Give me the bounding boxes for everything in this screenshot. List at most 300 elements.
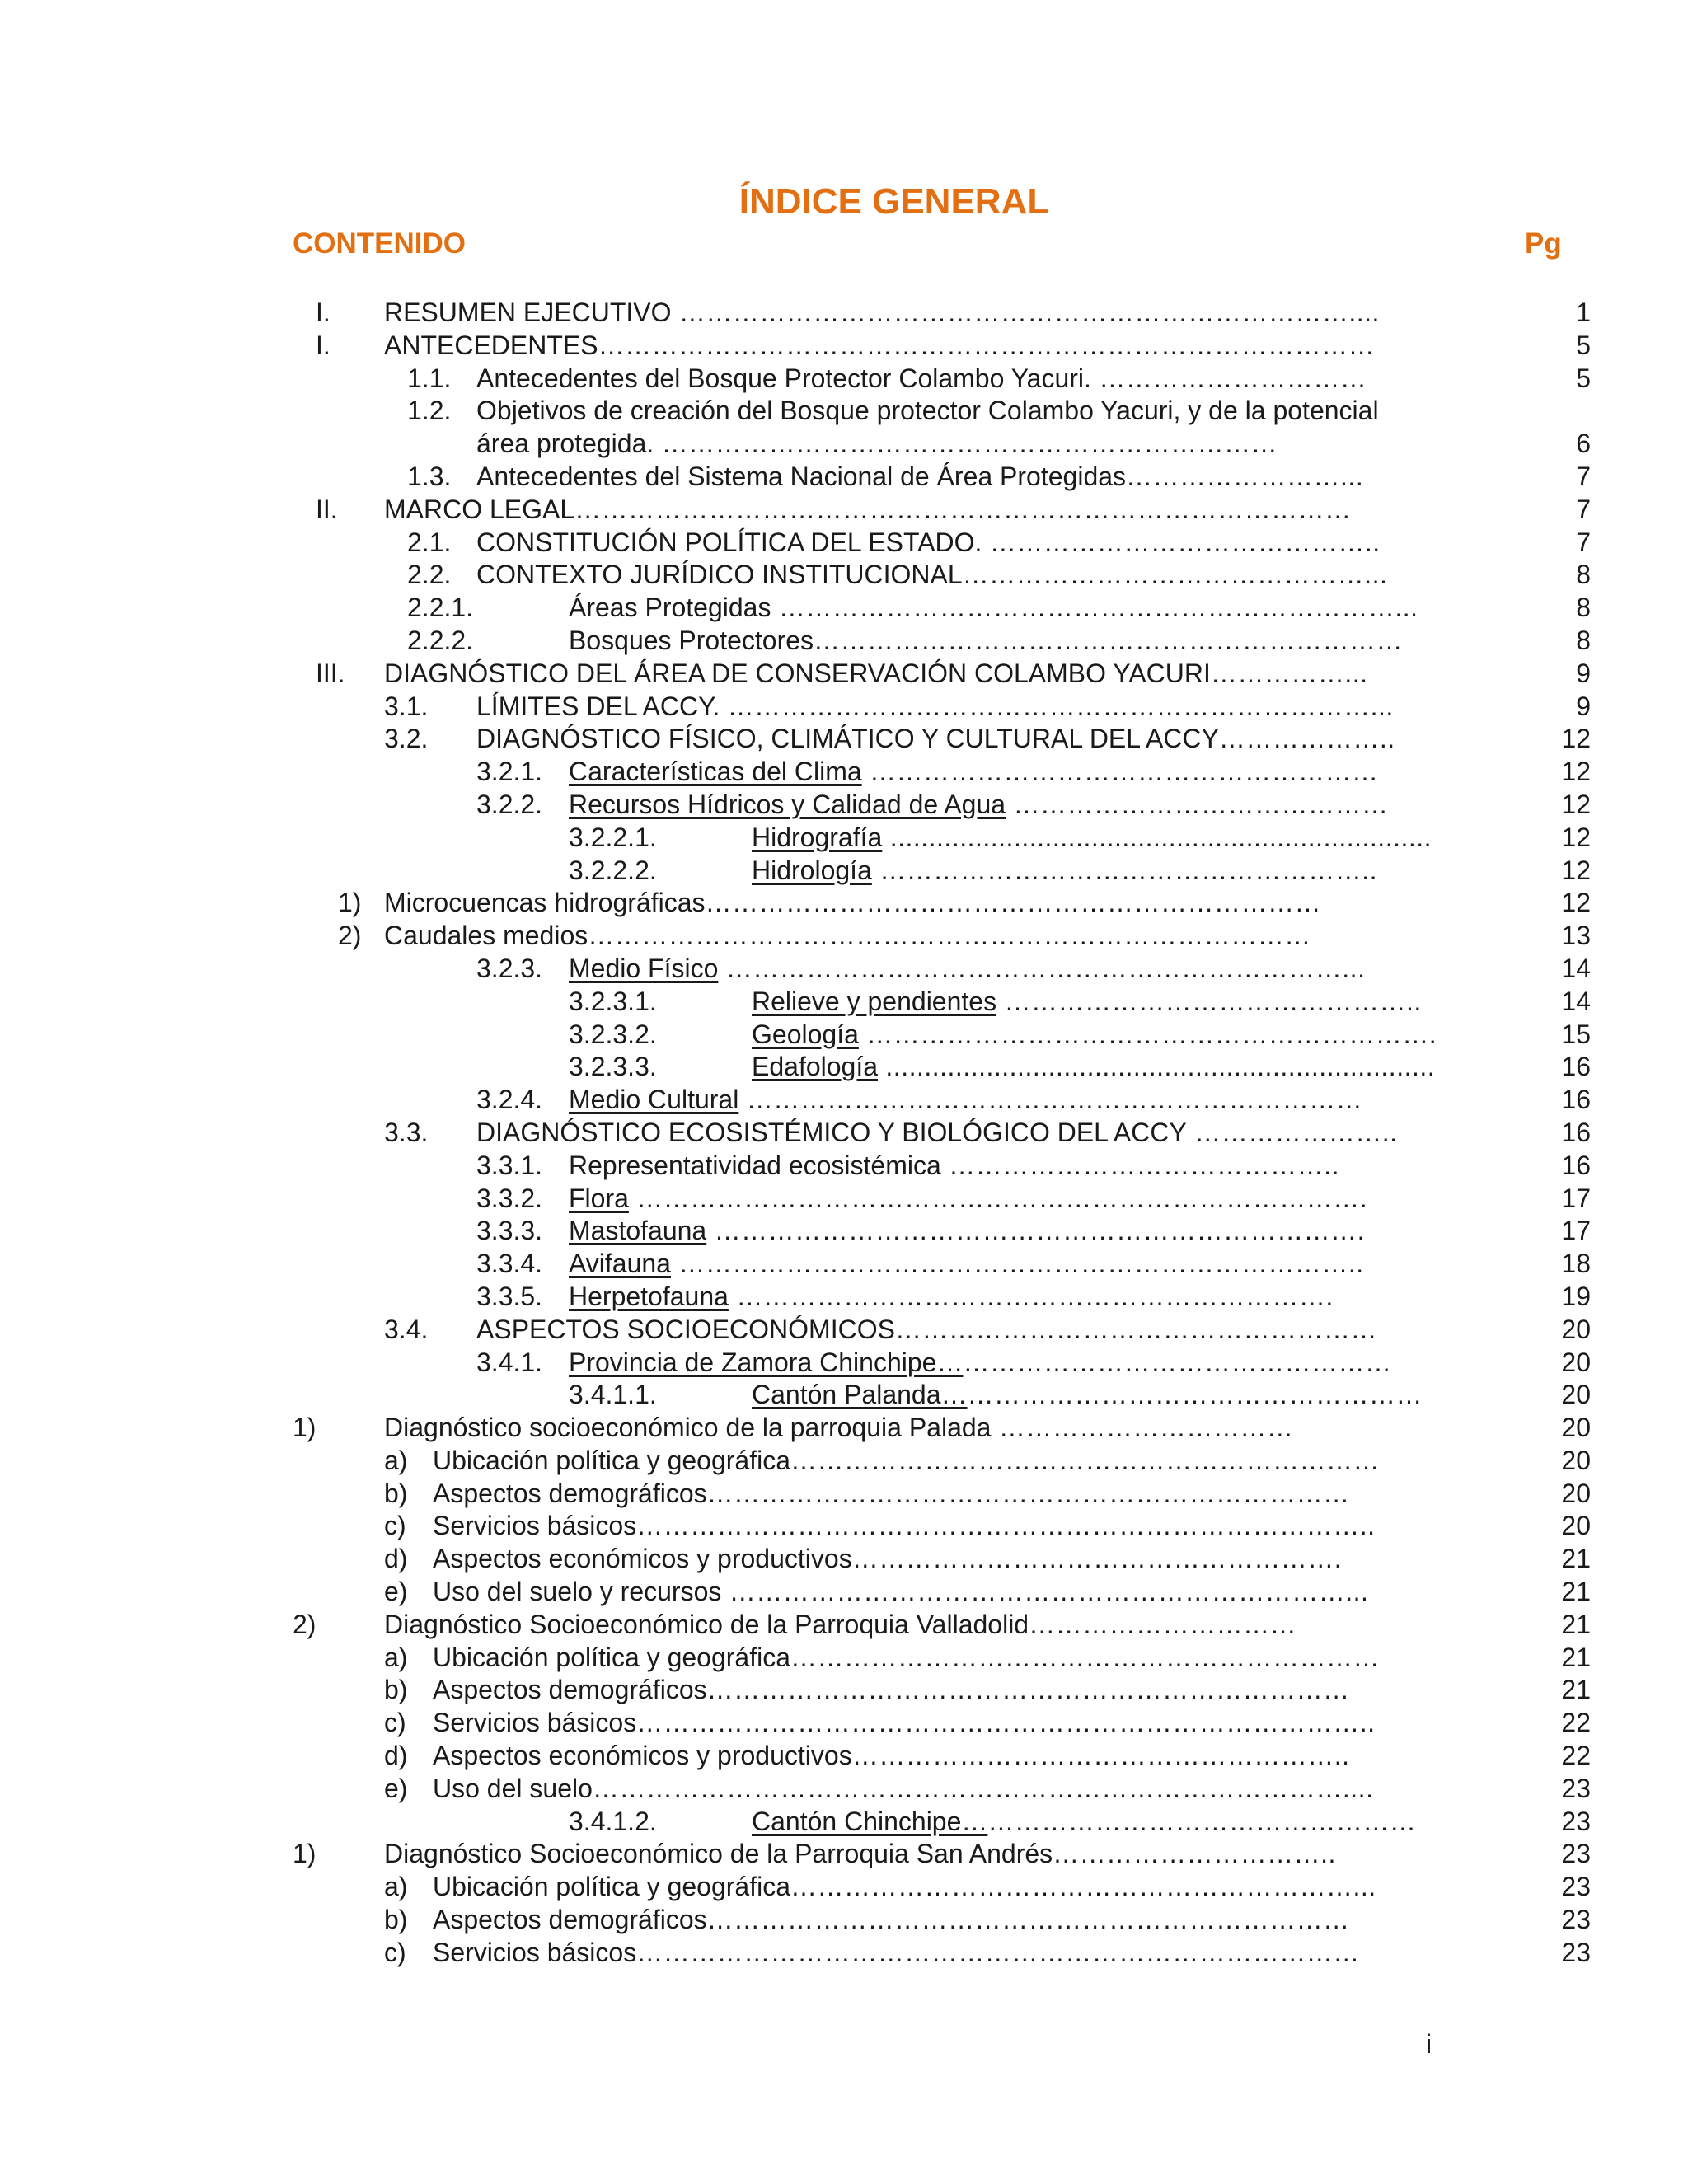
toc-dot-leader: ………………………………………………………………... [720, 691, 1394, 721]
toc-dot-leader: ……………………………………………………………………… [588, 921, 1311, 951]
toc-entry-number: 3.2.3.3. [569, 1052, 657, 1082]
toc-entry[interactable] [0, 1937, 1688, 1970]
toc-entry-number: 3.4.1.1. [569, 1380, 657, 1410]
toc-entry-title [433, 1904, 1350, 1937]
toc-entry-label[interactable]: Geología [752, 1019, 859, 1049]
toc-entry-number: b) [384, 1905, 408, 1935]
toc-entry-label[interactable]: DIAGNÓSTICO FÍSICO, CLIMÁTICO Y CULTURAL DEL ACCY [476, 724, 1219, 754]
toc-entry-label[interactable]: Hidrografía [752, 822, 883, 852]
toc-entry[interactable] [0, 625, 1688, 658]
toc-dot-leader: …………………………………………………………… [705, 888, 1321, 918]
toc-entry-label[interactable]: Edafología [752, 1052, 879, 1082]
toc-dot-leader: …………………………………….. [940, 1150, 1339, 1180]
toc-entry[interactable] [0, 1150, 1688, 1183]
toc-entry-page: 5 [1576, 330, 1591, 360]
toc-entry-title [433, 1707, 1375, 1740]
toc-entry-number: 3.1. [384, 691, 429, 721]
toc-entry-number: a) [384, 1642, 408, 1672]
toc-dot-leader: ………………………………………………………... [790, 1872, 1376, 1902]
toc-entry-label[interactable]: ASPECTOS SOCIOECONÓMICOS [476, 1314, 895, 1344]
toc-entry-page: 8 [1576, 560, 1591, 590]
toc-entry-title [476, 1314, 1377, 1347]
toc-entry-label[interactable]: Uso del suelo [433, 1773, 593, 1803]
toc-entry-page: 21 [1561, 1544, 1591, 1574]
toc-entry[interactable] [0, 494, 1688, 527]
toc-entry-number: 3.2.4. [476, 1085, 543, 1115]
toc-entry-title [384, 494, 1352, 527]
toc-entry-page: 16 [1561, 1052, 1591, 1082]
toc-entry[interactable] [0, 855, 1688, 888]
toc-dot-leader: ………………………… [1090, 363, 1367, 393]
toc-entry-number: 3.2.2.1. [569, 822, 657, 852]
toc-entry[interactable] [0, 1576, 1688, 1609]
toc-entry[interactable] [0, 1347, 1688, 1380]
contents-header: CONTENIDO [293, 227, 466, 260]
toc-entry[interactable] [0, 592, 1688, 625]
toc-entry-page: 12 [1561, 757, 1591, 787]
toc-entry-label[interactable]: Ubicación política y geográfica [433, 1445, 791, 1475]
toc-dot-leader: ………………………………………………………… [790, 1642, 1381, 1672]
toc-entry-label[interactable]: Diagnóstico Socioeconómico de la Parroquia Valladolid [384, 1609, 1029, 1639]
toc-entry-label[interactable]: CONTEXTO JURÍDICO INSTITUCIONAL [476, 560, 963, 590]
toc-entry-page: 23 [1561, 1905, 1591, 1935]
toc-dot-leader: …………………………………… [1006, 789, 1389, 819]
toc-entry-label[interactable]: Microcuencas hidrográficas [384, 888, 706, 918]
toc-entry-page: 16 [1561, 1150, 1591, 1180]
toc-entry-page: 23 [1561, 1839, 1591, 1869]
toc-entry-label[interactable]: Hidrología [752, 855, 872, 885]
toc-entry[interactable] [0, 789, 1688, 822]
toc-dot-leader: …………………………………………… [967, 1380, 1423, 1410]
toc-entry-number: 3.3. [384, 1117, 429, 1147]
toc-dot-leader: ……………………………………………………………………… [636, 1937, 1360, 1967]
toc-entry[interactable] [0, 330, 1688, 363]
toc-entry[interactable] [0, 1379, 1688, 1412]
toc-entry-label[interactable]: Áreas Protegidas [569, 593, 771, 623]
toc-entry-number: 2) [293, 1609, 316, 1639]
toc-entry[interactable] [0, 822, 1688, 855]
toc-entry[interactable] [0, 920, 1688, 953]
toc-entry-label[interactable]: Bosques Protectores [569, 625, 814, 655]
toc-entry-title [569, 1150, 1339, 1183]
toc-entry[interactable] [0, 1117, 1688, 1150]
toc-entry-title [384, 1609, 1296, 1642]
toc-dot-leader: ………………………………………………………………………….... [592, 1773, 1374, 1803]
toc-entry-title [752, 1379, 1423, 1412]
toc-entry[interactable] [0, 527, 1688, 560]
toc-entry-number: 1) [338, 888, 362, 918]
toc-entry[interactable] [0, 1543, 1688, 1576]
toc-entry-number: 3.3.4. [476, 1249, 543, 1279]
toc-entry[interactable] [0, 1806, 1688, 1839]
toc-entry-label[interactable]: Cantón Chinchipe… [752, 1806, 988, 1836]
toc-entry-title [569, 592, 1418, 625]
toc-dot-leader: ……………………………………………….. [851, 1741, 1350, 1771]
toc-entry-number: 1.1. [407, 363, 452, 393]
toc-entry[interactable] [0, 1838, 1688, 1871]
toc-entry-title [752, 1806, 1416, 1839]
toc-dot-leader: …………………………………….. [982, 527, 1381, 557]
toc-entry-page: 13 [1561, 921, 1591, 951]
toc-entry[interactable] [0, 559, 1688, 592]
toc-entry-label[interactable]: Antecedentes del Bosque Protector Colambo Yacuri. [476, 363, 1091, 393]
toc-entry-number: 3.2.2. [476, 789, 543, 819]
toc-dot-leader: ………………………………………………………………….... [671, 298, 1380, 327]
toc-entry-title [433, 1576, 1368, 1609]
toc-entry-number: 3.4. [384, 1314, 429, 1344]
toc-entry-title [569, 1215, 1365, 1248]
toc-entry-title [752, 1051, 1435, 1084]
toc-entry[interactable] [0, 1412, 1688, 1445]
toc-entry-label[interactable]: Medio Físico [569, 953, 719, 983]
toc-entry-title [433, 1478, 1350, 1511]
toc-entry[interactable] [0, 1740, 1688, 1773]
toc-entry-number: d) [384, 1741, 408, 1771]
toc-dot-leader: ………………………………………………………. [858, 1019, 1437, 1049]
toc-entry-title [569, 953, 1365, 986]
toc-entry-title [433, 1740, 1349, 1773]
toc-entry-page: 20 [1561, 1314, 1591, 1344]
toc-entry-label[interactable]: área protegida. [476, 429, 654, 459]
toc-entry[interactable] [0, 1478, 1688, 1511]
toc-entry[interactable] [0, 986, 1688, 1019]
toc-entry-page: 5 [1576, 363, 1591, 393]
toc-entry[interactable] [0, 1183, 1688, 1216]
toc-entry[interactable] [0, 395, 1688, 428]
toc-entry-label[interactable]: Ubicación política y geográfica [433, 1642, 791, 1672]
toc-entry-number: c) [384, 1511, 406, 1541]
toc-dot-leader: ………………………………………………… [861, 757, 1379, 787]
toc-entry-page: 20 [1561, 1413, 1591, 1443]
toc-dot-leader: ……………….. [1218, 724, 1395, 754]
toc-entry-title [384, 1838, 1336, 1871]
toc-dot-leader: ………………….. [1186, 1117, 1398, 1147]
toc-entry-title [569, 1183, 1367, 1216]
toc-entry[interactable] [0, 1215, 1688, 1248]
toc-entry-title [384, 1412, 1293, 1445]
toc-entry-label[interactable]: Diagnóstico Socioeconómico de la Parroquia San Andrés [384, 1839, 1053, 1869]
toc-entry[interactable] [0, 1871, 1688, 1904]
toc-entry-label[interactable]: Medio Cultural [569, 1085, 739, 1115]
toc-entry[interactable] [0, 1051, 1688, 1084]
toc-entry-label[interactable]: Aspectos económicos y productivos [433, 1741, 852, 1771]
toc-dot-leader: …………………………………………………………… [654, 429, 1278, 459]
toc-dot-leader: ……………………………………………………………... [718, 953, 1366, 983]
toc-dot-leader: ………………………………………………………… [814, 625, 1404, 655]
toc-entry-label[interactable]: CONSTITUCIÓN POLÍTICA DEL ESTADO. [476, 527, 982, 557]
toc-entry[interactable] [0, 1510, 1688, 1543]
toc-entry-page: 22 [1561, 1708, 1591, 1738]
toc-entry-label[interactable]: Relieve y pendientes [752, 986, 997, 1016]
toc-entry-title [752, 986, 1422, 1019]
toc-entry-label[interactable]: Representatividad ecosistémica [569, 1150, 941, 1180]
toc-dot-leader: ……………………………………….. [996, 986, 1422, 1016]
toc-entry-number: 2.2. [407, 560, 452, 590]
toc-entry-page: 23 [1561, 1937, 1591, 1967]
toc-dot-leader: ………………………………………………………………. [706, 1216, 1365, 1246]
toc-entry-label[interactable]: Mastofauna [569, 1216, 707, 1246]
toc-entry-label[interactable]: Características del Clima [569, 757, 862, 787]
toc-entry-number: 3.2.3. [476, 953, 543, 983]
toc-entry-number: 1.2. [407, 396, 452, 426]
toc-entry-page: 7 [1576, 461, 1591, 491]
page-column-header: Pg [1525, 227, 1562, 260]
toc-entry-title [569, 1084, 1362, 1117]
toc-entry-label[interactable]: Objetivos de creación del Bosque protector Colambo Yacuri, y de la potencial [476, 396, 1379, 426]
toc-entry-title [384, 887, 1321, 920]
toc-entry-page: 7 [1576, 494, 1591, 524]
toc-entry-title [752, 855, 1377, 888]
toc-entry[interactable] [0, 1445, 1688, 1478]
toc-entry[interactable] [0, 1019, 1688, 1052]
toc-entry-number: 1.3. [407, 461, 452, 491]
toc-dot-leader: …………………………………………………………… [738, 1085, 1363, 1115]
toc-entry-number: 3.3.5. [476, 1281, 543, 1311]
toc-entry-page: 17 [1561, 1216, 1591, 1246]
toc-dot-leader: ……………………………………………………………………….. [636, 1708, 1376, 1738]
toc-dot-leader: ……………………………………………………………… [706, 1905, 1350, 1935]
toc-entry-number: 3.3.2. [476, 1183, 543, 1213]
toc-entry-page: 21 [1561, 1642, 1591, 1672]
toc-entry-number: 2.2.1. [407, 593, 474, 623]
toc-entry-title [384, 920, 1311, 953]
toc-entry-page: 20 [1561, 1380, 1591, 1410]
toc-entry-number: 1) [293, 1413, 316, 1443]
toc-entry-title [433, 1445, 1380, 1478]
toc-entry-page: 16 [1561, 1085, 1591, 1115]
toc-entry[interactable] [0, 887, 1688, 920]
toc-entry-page: 20 [1561, 1347, 1591, 1377]
footer-page-number: i [1426, 2029, 1432, 2059]
toc-entry-number: 1) [293, 1839, 316, 1869]
toc-entry-label[interactable]: Uso del suelo y recursos [433, 1577, 722, 1607]
toc-entry[interactable] [0, 1904, 1688, 1937]
toc-entry-label[interactable]: Flora [569, 1183, 629, 1213]
index-title: ÍNDICE GENERAL [738, 181, 1050, 222]
toc-entry-label[interactable]: RESUMEN EJECUTIVO [384, 298, 672, 327]
toc-entry-title [752, 822, 1432, 855]
toc-entry-label[interactable]: Ubicación política y geográfica [433, 1872, 791, 1902]
toc-entry-number: b) [384, 1478, 408, 1508]
toc-dot-leader: ....................................................................... [878, 1052, 1436, 1082]
toc-entry-title [476, 1117, 1397, 1150]
toc-entry-title [476, 395, 1379, 428]
toc-entry-label[interactable]: Servicios básicos [433, 1708, 637, 1738]
toc-dot-leader: ……………………………………………………………………….. [636, 1511, 1376, 1541]
toc-entry-page: 23 [1561, 1806, 1591, 1836]
toc-entry-page: 19 [1561, 1281, 1591, 1311]
toc-entry-number: 3.2.3.2. [569, 1019, 657, 1049]
toc-entry-title [433, 1773, 1373, 1806]
toc-entry-page: 9 [1576, 691, 1591, 721]
toc-entry-number: II. [316, 494, 338, 524]
toc-entry-title [476, 428, 1278, 461]
toc-dot-leader: …………………………………………………………………………… [598, 330, 1376, 360]
toc-dot-leader: ……………………………………………………………… [706, 1478, 1350, 1508]
toc-entry-label[interactable]: Cantón Palanda… [752, 1380, 968, 1410]
toc-entry[interactable] [0, 723, 1688, 756]
toc-entry-label[interactable]: Servicios básicos [433, 1937, 637, 1967]
toc-dot-leader: ………………………………………… [963, 1347, 1392, 1377]
toc-entry-label[interactable]: Antecedentes del Sistema Nacional de Área Protegidas [476, 461, 1127, 491]
toc-dot-leader: ……………………………………………………………... [771, 593, 1418, 623]
toc-dot-leader: ………………………………………………………………….. [670, 1249, 1364, 1279]
toc-entry-number: e) [384, 1773, 408, 1803]
toc-entry-page: 20 [1561, 1511, 1591, 1541]
toc-entry-number: a) [384, 1445, 408, 1475]
toc-entry-title [433, 1937, 1360, 1970]
toc-entry-page: 16 [1561, 1117, 1591, 1147]
toc-entry-label[interactable]: LÍMITES DEL ACCY. [476, 691, 720, 721]
toc-entry-number: c) [384, 1708, 406, 1738]
toc-entry-page: 20 [1561, 1478, 1591, 1508]
toc-entry-page: 23 [1561, 1773, 1591, 1803]
toc-dot-leader: ………………………… [1029, 1609, 1297, 1639]
toc-entry-title [384, 297, 1380, 330]
toc-entry[interactable] [0, 461, 1688, 494]
toc-entry-label[interactable]: Provincia de Zamora Chinchipe… [569, 1347, 964, 1377]
toc-entry-number: b) [384, 1675, 408, 1705]
toc-entry-label[interactable]: Servicios básicos [433, 1511, 637, 1541]
toc-entry-title [569, 1281, 1334, 1314]
toc-entry-title [476, 723, 1395, 756]
toc-dot-leader: ………………………………………... [962, 560, 1388, 590]
toc-entry[interactable] [0, 1609, 1688, 1642]
table-of-contents [0, 297, 1688, 1970]
toc-entry-title [476, 461, 1363, 494]
toc-entry-label[interactable]: Aspectos económicos y productivos [433, 1544, 852, 1574]
toc-entry[interactable] [0, 428, 1688, 461]
toc-dot-leader: ………………………………………… [987, 1806, 1417, 1836]
toc-entry-label[interactable]: Diagnóstico socioeconómico de la parroquia Palada [384, 1413, 992, 1443]
toc-entry[interactable] [0, 1314, 1688, 1347]
toc-entry-page: 7 [1576, 527, 1591, 557]
toc-entry-page: 15 [1561, 1019, 1591, 1049]
toc-entry[interactable] [0, 1707, 1688, 1740]
toc-entry[interactable] [0, 1642, 1688, 1675]
toc-entry-page: 14 [1561, 953, 1591, 983]
toc-entry-title [384, 658, 1368, 691]
toc-entry-page: 12 [1561, 822, 1591, 852]
toc-entry-number: 3.3.3. [476, 1216, 543, 1246]
toc-entry-title [476, 691, 1394, 724]
toc-entry-page: 1 [1576, 298, 1591, 327]
toc-entry-number: e) [384, 1577, 408, 1607]
toc-entry-number: c) [384, 1937, 406, 1967]
toc-entry-number: 2.2.2. [407, 625, 474, 655]
toc-entry-label[interactable]: DIAGNÓSTICO DEL ÁREA DE CONSERVACIÓN COLAMBO YACURI [384, 658, 1211, 688]
toc-entry-title [433, 1510, 1375, 1543]
toc-entry-number: a) [384, 1872, 408, 1902]
toc-entry[interactable] [0, 658, 1688, 691]
toc-entry-page: 12 [1561, 724, 1591, 754]
toc-entry-number: III. [316, 658, 345, 688]
toc-entry-number: 3.2. [384, 724, 429, 754]
toc-entry-number: 3.4.1.2. [569, 1806, 657, 1836]
toc-dot-leader: ………………………………………………………………………. [628, 1183, 1368, 1213]
toc-dot-leader: ……………………………………………………………… [706, 1675, 1350, 1705]
toc-entry[interactable] [0, 1674, 1688, 1707]
toc-entry-page: 18 [1561, 1249, 1591, 1279]
toc-entry-title [476, 527, 1381, 560]
toc-entry-page: 21 [1561, 1577, 1591, 1607]
toc-entry-page: 12 [1561, 789, 1591, 819]
toc-entry[interactable] [0, 297, 1688, 330]
toc-entry-title [476, 363, 1367, 396]
toc-entry-title [433, 1642, 1380, 1675]
toc-entry-title [433, 1543, 1342, 1576]
toc-entry[interactable] [0, 1084, 1688, 1117]
toc-dot-leader: ……………………... [1126, 461, 1364, 491]
toc-entry-label[interactable]: ANTECEDENTES [384, 330, 598, 360]
toc-entry-number: 3.3.1. [476, 1150, 543, 1180]
toc-entry-label[interactable]: Caudales medios [384, 921, 588, 951]
toc-entry-page: 20 [1561, 1445, 1591, 1475]
toc-entry-page: 8 [1576, 625, 1591, 655]
toc-entry[interactable] [0, 953, 1688, 986]
toc-entry-label[interactable]: Aspectos demográficos [433, 1905, 707, 1935]
toc-entry-label[interactable]: Aspectos demográficos [433, 1675, 707, 1705]
toc-entry[interactable] [0, 1773, 1688, 1806]
toc-entry-label[interactable]: MARCO LEGAL [384, 494, 575, 524]
toc-entry[interactable] [0, 691, 1688, 724]
toc-entry-label[interactable]: Aspectos demográficos [433, 1478, 707, 1508]
toc-entry-title [752, 1019, 1437, 1052]
toc-entry-title [569, 625, 1403, 658]
toc-entry[interactable] [0, 363, 1688, 396]
toc-entry-page: 21 [1561, 1609, 1591, 1639]
toc-entry-number: 2.1. [407, 527, 452, 557]
toc-dot-leader: ………………………………………………………… [790, 1445, 1381, 1475]
toc-dot-leader: …………………………… [991, 1413, 1294, 1443]
toc-entry-title [569, 789, 1388, 822]
toc-entry-title [569, 1248, 1364, 1281]
toc-dot-leader: ……………………………………………… [894, 1314, 1377, 1344]
toc-entry-number: I. [316, 298, 331, 327]
toc-entry-title [569, 756, 1379, 789]
toc-entry-number: d) [384, 1544, 408, 1574]
toc-entry[interactable] [0, 1248, 1688, 1281]
toc-entry[interactable] [0, 756, 1688, 789]
toc-dot-leader: …………………………………………………………. [728, 1281, 1334, 1311]
toc-entry-page: 17 [1561, 1183, 1591, 1213]
toc-entry-label[interactable]: Avifauna [569, 1249, 671, 1279]
toc-entry-page: 14 [1561, 986, 1591, 1016]
toc-entry-title [476, 559, 1387, 592]
toc-entry-label[interactable]: Herpetofauna [569, 1281, 729, 1311]
toc-entry-title [384, 330, 1375, 363]
toc-dot-leader: ……………... [1210, 658, 1368, 688]
toc-entry-number: 3.2.1. [476, 757, 543, 787]
toc-entry-number: 3.2.3.1. [569, 986, 657, 1016]
toc-dot-leader: ………………………….. [1053, 1839, 1336, 1869]
toc-entry-page: 22 [1561, 1741, 1591, 1771]
toc-dot-leader: ...................................................................... [882, 822, 1432, 852]
toc-entry-page: 23 [1561, 1872, 1591, 1902]
toc-entry-label[interactable]: DIAGNÓSTICO ECOSISTÉMICO Y BIOLÓGICO DEL ACCY [476, 1117, 1187, 1147]
toc-entry-label[interactable]: Recursos Hídricos y Calidad de Agua [569, 789, 1006, 819]
toc-entry-title [433, 1674, 1350, 1707]
toc-entry-title [433, 1871, 1376, 1904]
toc-entry-page: 8 [1576, 593, 1591, 623]
toc-dot-leader: ……………………………………………….. [871, 855, 1378, 885]
toc-entry-number: 3.2.2.2. [569, 855, 657, 885]
toc-entry[interactable] [0, 1281, 1688, 1314]
toc-entry-page: 9 [1576, 658, 1591, 688]
toc-entry-title [569, 1347, 1391, 1380]
toc-dot-leader: …………………………………………………………………………… [574, 494, 1352, 524]
toc-dot-leader: ……………………………………………………………... [721, 1577, 1369, 1607]
